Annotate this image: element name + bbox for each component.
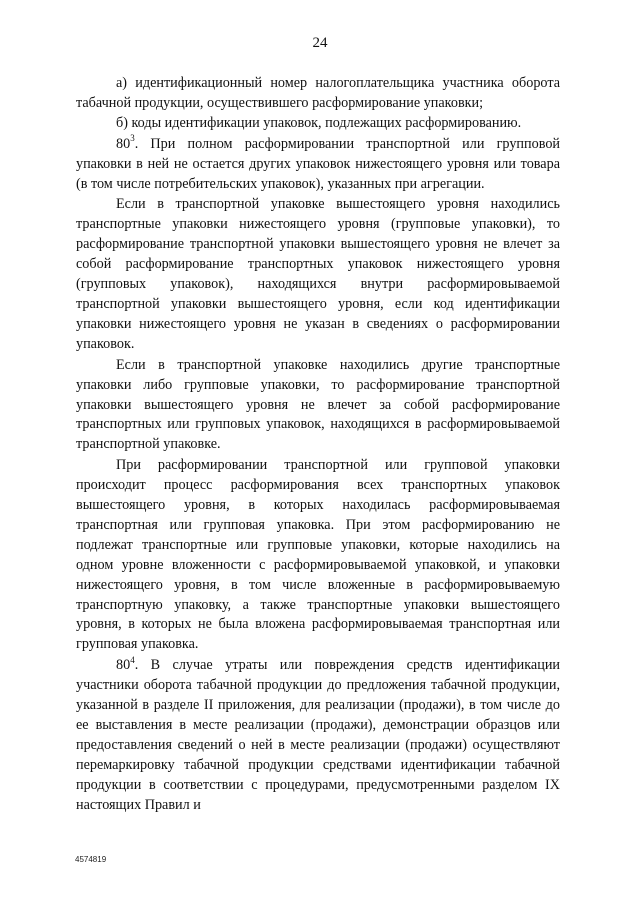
paragraph-text: б) коды идентификации упаковок, подлежащих расформированию. [116, 114, 522, 131]
paragraph-text: Если в транспортной упаковке вышестоящего уровня находились транспортные упаковки нижестоящего уровня (групповые упаковки), то расформирование транспортной упаковки вышестоящего уровня не влечет за собой расформирование транспортных упаковок нижестоящего уровня (групповых упаковок), находящихся внутри расформировываемой транспортной упаковки вышестоящего уровня, если код идентификации упаковки нижестоящего уровня не указан в сведениях о расформировании упаковок. [76, 196, 560, 352]
paragraph-text: При расформировании транспортной или групповой упаковки происходит процесс расформирования всех транспортных упаковок вышестоящего уровня, в которых находилась расформировываемая транспортная или групповая упаковка. При этом расформированию не подлежат транспортные или групповые упаковки, которые находились на одном уровне вложенности с расформировываемой упаковкой, и упаковки нижестоящего уровня, в том числе вложенные в расформировываемую транспортную упаковку, а также транспортные упаковки вышестоящего уровня, в которых не была вложена расформировываемая транспортная или групповая упаковка. [76, 457, 560, 653]
paragraph-text: В случае утраты или повреждения средств идентификации участники оборота табачной продукции до предложения табачной продукции, указанной в разделе II приложения, для реализации (продажи), в том числе до ее выставления в месте реализации (продажи), демонстрации образцов или предоставления сведений о ней в месте реализации (продажи) осуществляют перемаркировку табачной продукции средствами идентификации табачной продукции в соответствии с процедурами, предусмотренными разделом IX настоящих Правил и [76, 657, 561, 813]
clause-number: $80^4$. [116, 654, 139, 674]
paragraph-item-a [76, 74, 560, 114]
page-number: 24 [312, 35, 328, 51]
paragraph-other-packages [76, 356, 560, 456]
clause-80-4 [76, 656, 560, 815]
paragraph-text: Если в транспортной упаковке находились другие транспортные упаковки либо групповые упаковки, то расформирование транспортной упаковки вышестоящего уровня не влечет за собой расформирование транспортных или групповых упаковок, находящихся в расформировываемой транспортной упаковке. [76, 356, 560, 453]
document-code: 4574819 [75, 855, 107, 864]
paragraph-text: а) идентификационный номер налогоплательщика участника оборота табачной продукции, осуществившего расформирование упаковки; [76, 75, 560, 111]
clause-number: $80^3$. [116, 132, 139, 152]
paragraph-nested-packages [76, 195, 560, 354]
paragraph-text: При полном расформировании транспортной или групповой упаковки в ней не остается других упаковок нижестоящего уровня или товара (в том числе потребительских упаковок), указанных при агрегации. [76, 135, 560, 192]
clause-80-3 [76, 132, 560, 195]
document-body [76, 74, 560, 816]
paragraph-disbanding-process [76, 456, 560, 655]
paragraph-item-b [76, 114, 560, 134]
